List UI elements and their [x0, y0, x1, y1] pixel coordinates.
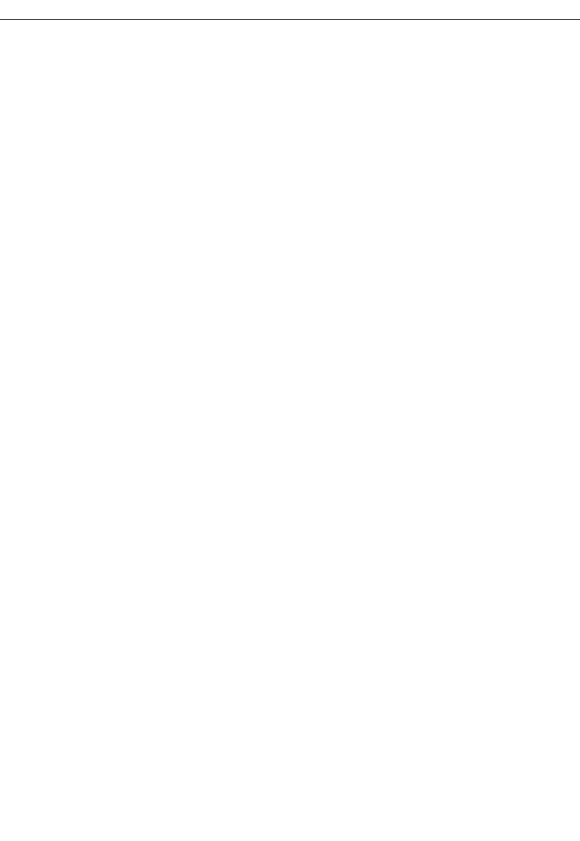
page-header	[0, 0, 580, 20]
